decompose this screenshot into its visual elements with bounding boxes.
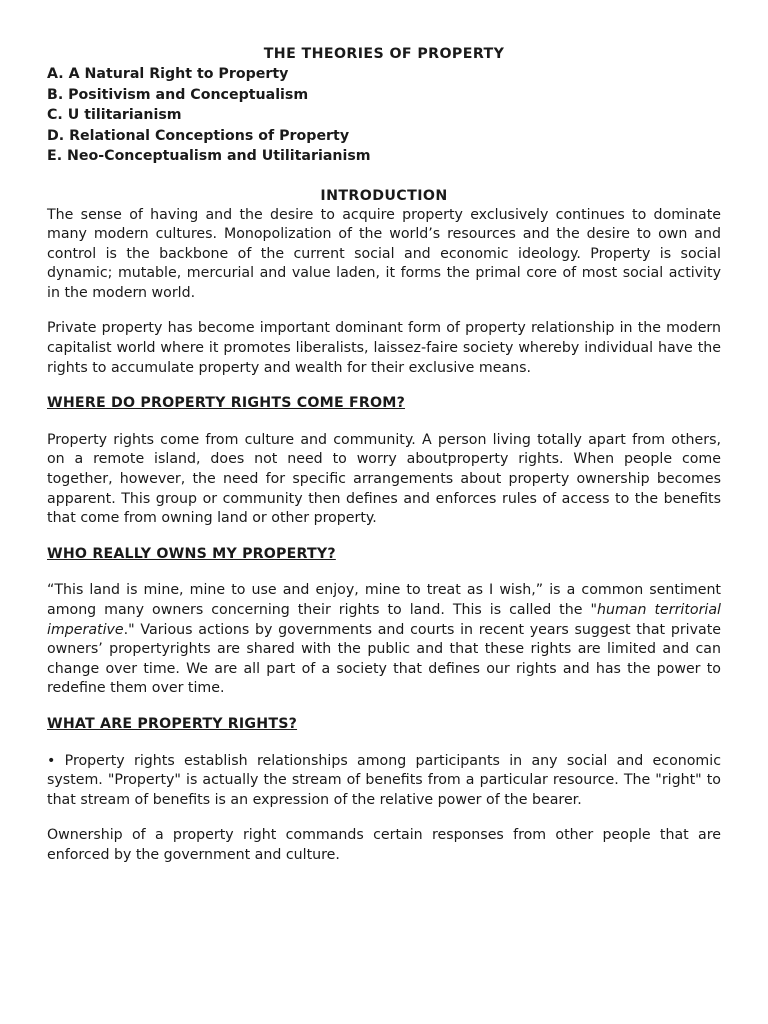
what-are-property-rights-heading: WHAT ARE PROPERTY RIGHTS?	[47, 715, 298, 732]
introduction-paragraph-2: Private property has become important dominant form of property relationship in the modern capitalist world where it promotes liberalists, laissez-faire society whereby individual have the rights to accumulate property and wealth for their exclusive means.	[47, 320, 721, 376]
theory-item: D. Relational Conceptions of Property	[47, 127, 350, 144]
introduction-heading: INTRODUCTION	[320, 187, 448, 204]
theory-item: A. A Natural Right to Property	[47, 66, 289, 82]
document-page	[47, 44, 721, 866]
where-rights-come-from-paragraph: Property rights come from culture and community. A person living totally apart from others, on a remote island, does not need to worry aboutproperty rights. When people come together, however, the need for specific arrangements about property ownership becomes apparent. This group or community then defines and enforces rules of access to the benefits that come from owning land or other property.	[47, 431, 721, 527]
theory-item: E. Neo-Conceptualism and Utilitarianism	[47, 148, 371, 164]
italic-term: human territorial imperative	[47, 602, 722, 638]
document-title: THE THEORIES OF PROPERTY	[263, 46, 505, 62]
what-are-property-rights-paragraph-1: • Property rights establish relationships among participants in any social and economic system. "Property" is actually the stream of benefits from a particular resource. The "right" to that stream of benefits is an expression of the relative power of the bearer.	[47, 752, 721, 808]
introduction-paragraph-1: The sense of having and the desire to acquire property exclusively continues to dominate many modern cultures. Monopolization of the world’s resources and the desire to own and control is the backbone of the current social and economic ideology. Property is social dynamic; mutable, mercurial and value laden, it forms the primal core of most social activity in the modern world.	[47, 206, 721, 301]
theory-item: B. Positivism and Conceptualism	[47, 86, 309, 103]
theories-list	[47, 64, 721, 167]
who-owns-property-paragraph	[47, 581, 721, 699]
where-rights-come-from-heading: WHERE DO PROPERTY RIGHTS COME FROM?	[47, 395, 406, 412]
quote-text-end: ." Various actions by governments and courts in recent years suggest that private owners’ propertyrights are shared with the public and that these rights are limited and can change over time. We are all part of a society that defines our rights and has the power to redefine them over time.	[47, 621, 721, 697]
quote-text-start: “This land is mine, mine to use and enjoy, mine to treat as I wish,” is a common sentiment among many owners concerning their rights to land. This is called the "	[47, 582, 721, 618]
theory-item: C. U tilitarianism	[47, 107, 182, 123]
who-owns-property-heading: WHO REALLY OWNS MY PROPERTY?	[47, 545, 336, 562]
what-are-property-rights-paragraph-2: Ownership of a property right commands certain responses from other people that are enforced by the government and culture.	[47, 827, 721, 863]
